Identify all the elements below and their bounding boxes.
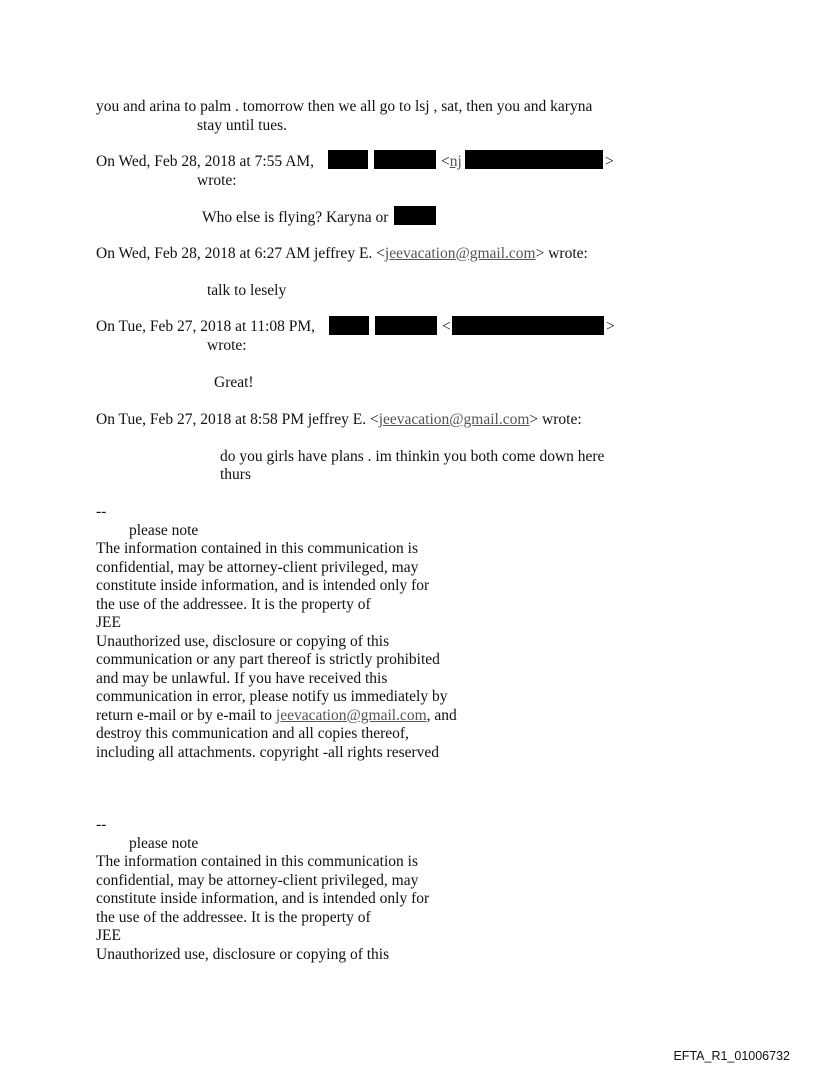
disclaimer-note: please note [129, 834, 199, 852]
message-body-line: thurs [220, 466, 251, 483]
message-body-line: Great! [214, 374, 254, 391]
reply-header-wrote: > wrote: [535, 245, 588, 262]
disclaimer-line: destroy this communication and all copies thereof, [96, 725, 409, 742]
disclaimer-line: The information contained in this communication is [96, 540, 418, 557]
disclaimer-block [96, 816, 429, 964]
disclaimer-line [96, 707, 457, 726]
disclaimer-line: JEE [96, 927, 121, 944]
disclaimer-line: constitute inside information, and is intended only for [96, 577, 430, 594]
redaction-box [465, 150, 603, 169]
reply-header-wrote: wrote: [197, 172, 237, 189]
disclaimer-line: The information contained in this communication is [96, 853, 418, 870]
disclaimer-line: communication or any part thereof is strictly prohibited [96, 651, 440, 668]
email-link[interactable]: jeevacation@gmail.com [378, 411, 530, 428]
redaction-box [328, 150, 368, 169]
reply-header [96, 245, 588, 263]
disclaimer-line: confidential, may be attorney-client privileged, may [96, 871, 419, 889]
message-body-line: Who else is flying? Karyna or [202, 209, 389, 226]
disclaimer-text: , and [426, 706, 457, 724]
redaction-box [374, 150, 436, 169]
disclaimer-line: constitute inside information, and is intended only for [96, 890, 430, 907]
reply-header-date: On Wed, Feb 28, 2018 at 6:27 AM jeffrey E. < [96, 245, 385, 262]
reply-header [96, 411, 582, 429]
angle-close: > [605, 153, 614, 170]
message-body-line: you and arina to palm . tomorrow then we all go to lsj , sat, then you and karyna [96, 98, 593, 115]
redaction-box [375, 316, 437, 335]
disclaimer-line: the use of the addressee. It is the property of [96, 908, 371, 926]
disclaimer-block [96, 503, 457, 762]
redaction-box [329, 316, 369, 335]
reply-header-wrote: > wrote: [529, 411, 582, 428]
message-body-line: do you girls have plans . im thinkin you both come down here [220, 448, 605, 465]
signature-separator: -- [96, 816, 107, 833]
email-link-partial[interactable]: nj [449, 153, 462, 170]
disclaimer-line: including all attachments. copyright -all rights reserved [96, 743, 440, 761]
message-body-line: stay until tues. [197, 117, 287, 134]
reply-header-email [441, 153, 462, 171]
message-body-line: talk to lesely [207, 282, 287, 299]
disclaimer-line: confidential, may be attorney-client privileged, may [96, 558, 419, 576]
disclaimer-line: the use of the addressee. It is the property of [96, 595, 371, 613]
reply-header-date: On Tue, Feb 27, 2018 at 8:58 PM jeffrey E. < [96, 411, 379, 428]
angle-close: > [606, 318, 615, 335]
redaction-box [394, 206, 436, 225]
reply-header-wrote: wrote: [207, 337, 247, 354]
signature-separator: -- [96, 503, 107, 520]
redaction-box [452, 316, 604, 335]
reply-header-date: On Wed, Feb 28, 2018 at 7:55 AM, [96, 153, 315, 170]
disclaimer-note: please note [129, 521, 199, 539]
disclaimer-line: Unauthorized use, disclosure or copying of this [96, 945, 390, 963]
disclaimer-line: Unauthorized use, disclosure or copying of this [96, 632, 390, 650]
disclaimer-line: and may be unlawful. If you have received this [96, 669, 388, 687]
angle-open: < [441, 153, 450, 170]
email-link[interactable]: jeevacation@gmail.com [384, 245, 536, 262]
reply-header [96, 318, 315, 336]
document-id: EFTA_R1_01006732 [673, 1049, 790, 1063]
reply-header-date: On Tue, Feb 27, 2018 at 11:08 PM, [96, 318, 316, 335]
disclaimer-text: return e-mail or by e-mail to [96, 706, 276, 724]
reply-header [96, 153, 314, 171]
disclaimer-line: JEE [96, 614, 121, 631]
email-link[interactable]: jeevacation@gmail.com [275, 706, 427, 724]
angle-open: < [442, 318, 451, 335]
disclaimer-line: communication in error, please notify us immediately by [96, 688, 448, 705]
